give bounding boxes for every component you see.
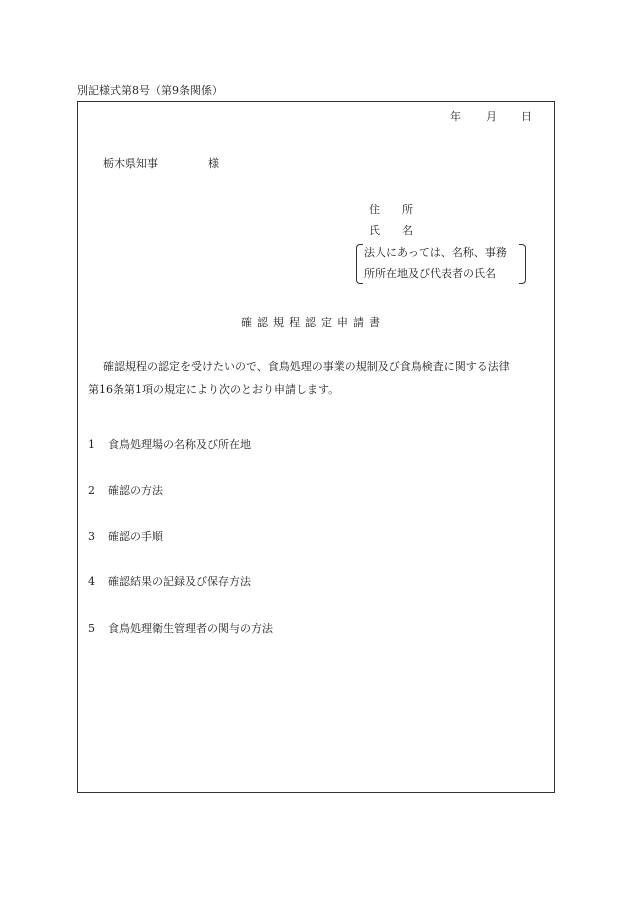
item-text: 確認の手順 [108,530,163,543]
item-number: 4 [88,575,95,588]
date-day: 日 [521,110,532,123]
corporate-note-line2: 所所在地及び代表者の氏名 [364,267,496,280]
item-text: 食鳥処理場の名称及び所在地 [108,438,251,451]
addressee-honorific: 様 [208,157,219,170]
item-number: 5 [88,622,95,635]
form-label: 別記様式第8号（第9条関係） [77,84,223,97]
item-number: 2 [88,484,95,497]
body-line1: 確認規程の認定を受けたいので、食鳥処理の事業の規制及び食鳥検査に関する法律 [103,360,510,373]
item-text: 確認の方法 [108,484,163,497]
item-text: 確認結果の記録及び保存方法 [108,575,251,588]
address-label: 住 所 [369,203,413,216]
item-number: 3 [88,530,95,543]
item-number: 1 [88,438,95,451]
item-text: 食鳥処理衛生管理者の関与の方法 [108,622,273,635]
document-title: 確認規程認定申請書 [241,316,385,329]
date-month: 月 [486,110,497,123]
name-label: 氏 名 [369,224,413,237]
corporate-note-line1: 法人にあっては、名称、事務 [364,246,507,259]
addressee-name: 栃木県知事 [103,157,158,170]
body-line2: 第16条第1項の規定により次のとおり申請します。 [88,383,340,396]
date-year: 年 [450,110,461,123]
